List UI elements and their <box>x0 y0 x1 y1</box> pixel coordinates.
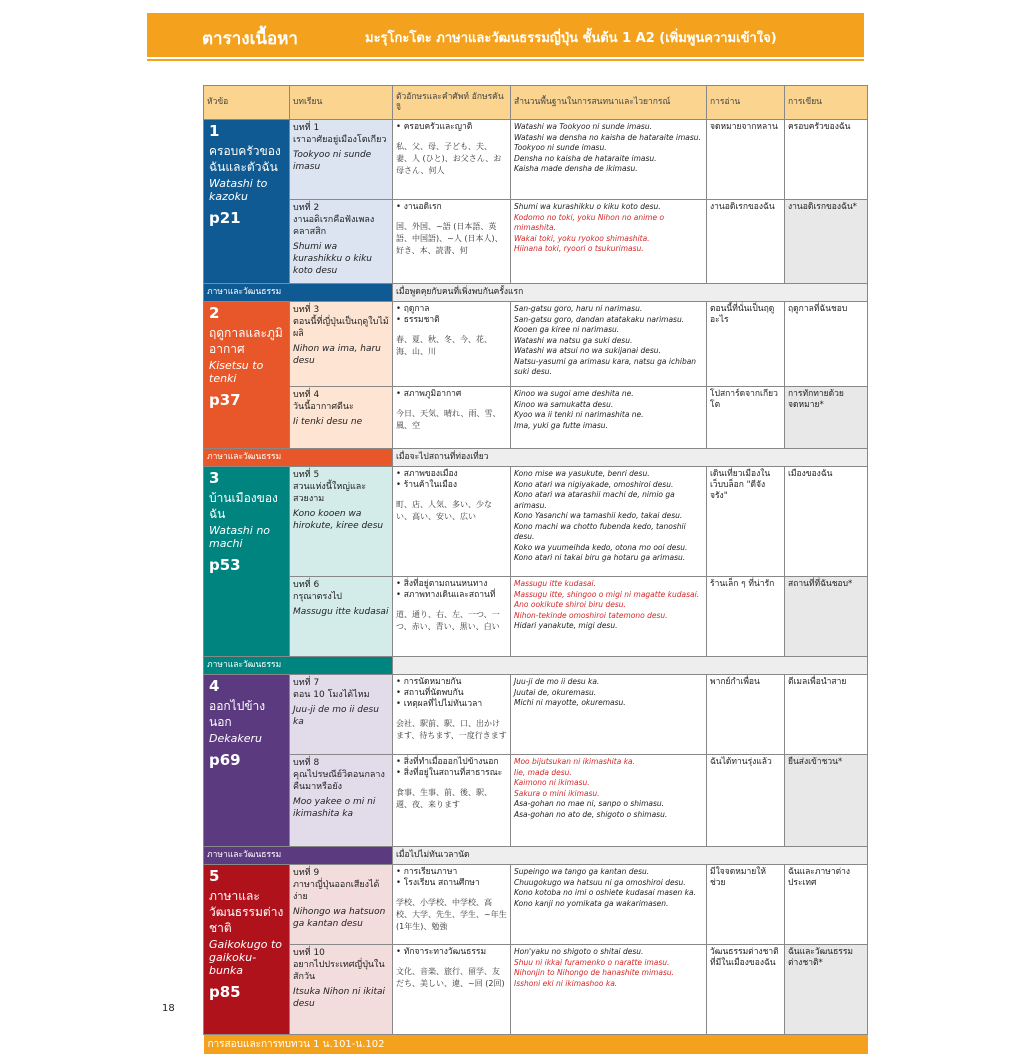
unit-title: ครอบครัวของฉันและตัวฉัน <box>209 143 284 175</box>
reading-cell: จดหมายจากหลาน <box>707 120 785 200</box>
lesson-title: สวนแห่งนี้ใหญ่และสวยงาม <box>293 481 389 505</box>
lesson-romaji: Massugu itte kudasai <box>293 606 389 618</box>
kanji-list: 春、夏、秋、冬、今、花、海、山、川 <box>396 334 507 358</box>
header-row <box>204 86 868 120</box>
lesson-number: บทที่ 7 <box>293 677 389 689</box>
unit-romaji: Gaikokugo to gaikoku-bunka <box>209 938 284 977</box>
expression-item: Moo bijutsukan ni ikimashita ka. <box>514 757 703 768</box>
expression-item: Kono kanji no yomikata ga wakarimasen. <box>514 899 703 910</box>
expression-cell <box>511 467 707 577</box>
expression-item: Ima, yuki ga futte imasu. <box>514 421 703 432</box>
lesson-romaji: Shumi wa kurashikku o kiku koto desu <box>293 241 389 277</box>
lesson-number: บทที่ 10 <box>293 947 389 959</box>
expression-item: Watashi wa natsu ga suki desu. <box>514 336 703 347</box>
expression-item: Densha no kaisha de hataraite imasu. <box>514 154 703 165</box>
expression-item: Hiinana toki, ryoori o tsukurimasu. <box>514 244 703 255</box>
vocab-cell <box>393 755 511 847</box>
unit-page: p21 <box>209 213 284 224</box>
kanji-list: 文化、音楽、旅行、留学、友だち、美しい、違、~回 (2回) <box>396 966 507 990</box>
unit-number: 1 <box>209 126 284 137</box>
reading-cell: เดินเที่ยวเมืองในเว็บบล็อก "ดีจังจรัง" <box>707 467 785 577</box>
expression-item: San-gatsu goro, dandan atatakaku narimasu. <box>514 315 703 326</box>
header-vocab: ตัวอักษรและคำศัพท์ อักษรคันจิ <box>393 86 511 120</box>
culture-label: ภาษาและวัฒนธรรม <box>204 847 393 865</box>
expression-item: Watashi wa densha no kaisha de hataraite imasu. <box>514 133 703 144</box>
vocab-cell <box>393 577 511 657</box>
culture-text: เมื่อไปไม่ทันเวลานัด <box>393 847 868 865</box>
lesson-cell <box>290 675 393 755</box>
lesson-number: บทที่ 1 <box>293 122 389 134</box>
kanji-list: 今日、天気、晴れ、雨、雪、風、空 <box>396 408 507 432</box>
expression-item: Nihonjin to Nihongo de hanashite mimasu. <box>514 968 703 979</box>
lesson-cell <box>290 120 393 200</box>
reading-cell: ร้านเล็ก ๆ ที่น่ารัก <box>707 577 785 657</box>
expression-item: Asa-gohan no ato de, shigoto o shimasu. <box>514 810 703 821</box>
vocab-item: • ฤดูกาล <box>396 304 507 315</box>
vocab-item: • สภาพภูมิอากาศ <box>396 389 507 400</box>
expression-item: Chuugokugo wa hatsuu ni ga omoshiroi desu. <box>514 878 703 889</box>
unit-title: ออกไปข้างนอก <box>209 698 284 730</box>
vocab-item: • สภาพทางเดินและสถานที่ <box>396 590 507 601</box>
expression-item: Kono atari wa atarashii machi de, nimio ga arimasu. <box>514 490 703 511</box>
writing-cell: ครอบครัวของฉัน <box>785 120 868 200</box>
writing-cell: ฉันและภาษาต่างประเทศ <box>785 865 868 945</box>
writing-cell: เมืองของฉัน <box>785 467 868 577</box>
vocab-cell <box>393 302 511 387</box>
vocab-item: • สถานที่นัดพบกัน <box>396 688 507 699</box>
lesson-number: บทที่ 5 <box>293 469 389 481</box>
unit-cell <box>204 865 290 1035</box>
lesson-cell <box>290 865 393 945</box>
unit-cell <box>204 675 290 847</box>
contents-table <box>203 85 868 1054</box>
culture-label: ภาษาและวัฒนธรรม <box>204 657 393 675</box>
reading-cell: งานอดิเรกของฉัน <box>707 200 785 284</box>
culture-row <box>204 657 868 675</box>
expression-item: Wakai toki, yoku ryokoo shimashita. <box>514 234 703 245</box>
vocab-cell <box>393 945 511 1035</box>
lesson-cell <box>290 467 393 577</box>
banner-title: ตารางเนื้อหา <box>202 25 298 52</box>
vocab-cell <box>393 467 511 577</box>
expression-cell <box>511 755 707 847</box>
writing-cell: ฤดูกาลที่ฉันชอบ <box>785 302 868 387</box>
expression-item: Shumi wa kurashikku o kiku koto desu. <box>514 202 703 213</box>
expression-item: Asa-gohan no mae ni, sanpo o shimasu. <box>514 799 703 810</box>
lesson-title: ตอน 10 โมงได้ไหม <box>293 689 389 701</box>
lesson-romaji: Ii tenki desu ne <box>293 416 389 428</box>
expression-item: Watashi wa Tookyoo ni sunde imasu. <box>514 122 703 133</box>
vocab-item: • ทักจาระทางวัฒนธรรม <box>396 947 507 958</box>
expression-cell <box>511 120 707 200</box>
kanji-list: 私、父、母、子ども、夫、妻、人 (ひと)、お父さん、お母さん、何人 <box>396 141 507 177</box>
expression-item: Kono machi wa chotto fubenda kedo, tanoshii desu. <box>514 522 703 543</box>
unit-title: ฤดูกาลและภูมิอากาศ <box>209 325 284 357</box>
unit-number: 3 <box>209 473 284 484</box>
lesson-title: คุณไปรษณีย์วิตอนกลางคืนมาหรือยัง <box>293 769 389 793</box>
lesson-romaji: Nihon wa ima, haru desu <box>293 343 389 367</box>
expression-item: Hon'yaku no shigoto o shitai desu. <box>514 947 703 958</box>
writing-cell: ตีเมลเพื่อนำสาย <box>785 675 868 755</box>
expression-item: Shuu ni ikkai furamenko o naratte imasu. <box>514 958 703 969</box>
writing-cell: การทักทายด้วยจดหมาย* <box>785 387 868 449</box>
header-lesson: บทเรียน <box>290 86 393 120</box>
reading-cell: ฉันได้ทานรุ่งแล้ว <box>707 755 785 847</box>
expression-cell <box>511 200 707 284</box>
kanji-list: 会社、駅前、駅、口、出かけます、待ちます、一度行きます <box>396 718 507 742</box>
expression-cell <box>511 945 707 1035</box>
expression-cell <box>511 387 707 449</box>
unit-title: บ้านเมืองของฉัน <box>209 490 284 522</box>
culture-label: ภาษาและวัฒนธรรม <box>204 284 393 302</box>
header-writing: การเขียน <box>785 86 868 120</box>
lesson-row <box>204 120 868 200</box>
vocab-item: • ธรรมชาติ <box>396 315 507 326</box>
culture-label: ภาษาและวัฒนธรรม <box>204 449 393 467</box>
kanji-list: 道、通り、右、左、一つ、一つ、赤い、青い、黒い、白い <box>396 609 507 633</box>
expression-item: Supeingo wa tango ga kantan desu. <box>514 867 703 878</box>
expression-item: Hidari yanakute, migi desu. <box>514 621 703 632</box>
expression-item: Isshoni eki ni ikimashoo ka. <box>514 979 703 990</box>
expression-item: Sakura o mini ikimasu. <box>514 789 703 800</box>
lesson-romaji: Kono kooen wa hirokute, kiree desu <box>293 508 389 532</box>
writing-cell: ฉันและวัฒนธรรมต่างชาติ* <box>785 945 868 1035</box>
lesson-title: ตอนนี้ที่ญี่ปุ่นเป็นฤดูใบไม้ผลิ <box>293 316 389 340</box>
kanji-list: 町、店、人気、多い、少ない、高い、安い、広い <box>396 499 507 523</box>
unit-number: 2 <box>209 308 284 319</box>
writing-cell: ยืนส่งเข้าชวน* <box>785 755 868 847</box>
vocab-item: • การเรียนภาษา <box>396 867 507 878</box>
lesson-title: งานอดิเรกคือฟังเพลงคลาสสิก <box>293 214 389 238</box>
expression-item: Kono mise wa yasukute, benri desu. <box>514 469 703 480</box>
expression-item: Kono kotoba no imi o oshiete kudasai masen ka. <box>514 888 703 899</box>
kanji-list: 国、外国、~語 (日本語、英語、中国語)、~人 (日本人)、好き、本、読書、何 <box>396 221 507 257</box>
unit-number: 4 <box>209 681 284 692</box>
lesson-title: เราอาศัยอยู่เมืองโตเกียว <box>293 134 389 146</box>
lesson-number: บทที่ 9 <box>293 867 389 879</box>
expression-item: Juu-ji de mo ii desu ka. <box>514 677 703 688</box>
lesson-row <box>204 865 868 945</box>
lesson-row <box>204 675 868 755</box>
review-text: การสอบและการทบทวน 1 น.101-น.102 <box>204 1035 868 1054</box>
lesson-number: บทที่ 3 <box>293 304 389 316</box>
page-number: 18 <box>162 1003 175 1014</box>
lesson-title: ภาษาญี่ปุ่นออกเสียงได้ง่าย <box>293 879 389 903</box>
header-reading: การอ่าน <box>707 86 785 120</box>
vocab-item: • เหตุผลที่ไปไม่ทันเวลา <box>396 699 507 710</box>
lesson-cell <box>290 945 393 1035</box>
expression-item: Kinoo wa samukatta desu. <box>514 400 703 411</box>
expression-item: Kinoo wa sugoi ame deshita ne. <box>514 389 703 400</box>
vocab-item: • สิ่งที่ทำเมื่อออกไปข้างนอก <box>396 757 507 768</box>
expression-item: San-gatsu goro, haru ni narimasu. <box>514 304 703 315</box>
lesson-romaji: Itsuka Nihon ni ikitai desu <box>293 986 389 1010</box>
expression-item: Massugu itte, shingoo o migi ni magatte kudasai. <box>514 590 703 601</box>
expression-item: Iie, mada desu. <box>514 768 703 779</box>
lesson-cell <box>290 755 393 847</box>
vocab-cell <box>393 387 511 449</box>
unit-romaji: Watashi to kazoku <box>209 177 284 203</box>
reading-cell: วัฒนธรรมต่างชาติที่มีในเมืองของฉัน <box>707 945 785 1035</box>
reading-cell: โปสการ์ดจากเกียวโต <box>707 387 785 449</box>
expression-cell <box>511 302 707 387</box>
vocab-item: • สภาพของเมือง <box>396 469 507 480</box>
expression-item: Kono atari ni takai biru ga hotaru ga arimasu. <box>514 553 703 564</box>
expression-item: Kaisha made densha de ikimasu. <box>514 164 703 175</box>
expression-item: Koko wa yuumeihda kedo, otona mo ooi desu. <box>514 543 703 554</box>
culture-row <box>204 449 868 467</box>
banner-subtitle: มะรุโกะโตะ ภาษาและวัฒนธรรมญี่ปุ่น ชั้นต้น 1 A2 (เพิ่มพูนความเข้าใจ) <box>365 27 777 48</box>
header-expression: สำนวนพื้นฐานในการสนทนาและไวยากรณ์ <box>511 86 707 120</box>
lesson-title: กรุณาตรงไป <box>293 591 389 603</box>
lesson-row <box>204 467 868 577</box>
unit-romaji: Watashi no machi <box>209 524 284 550</box>
vocab-item: • ร้านค้าในเมือง <box>396 480 507 491</box>
lesson-romaji: Moo yakee o mi ni ikimashita ka <box>293 796 389 820</box>
vocab-item: • สิ่งที่อยู่ในสถานที่สาธารณะ <box>396 768 507 779</box>
reading-cell: มีใจจดหมายให้ช่วย <box>707 865 785 945</box>
expression-item: Ano ookikute shiroi biru desu. <box>514 600 703 611</box>
lesson-romaji: Juu-ji de mo ii desu ka <box>293 704 389 728</box>
review-row <box>204 1035 868 1054</box>
unit-page: p85 <box>209 987 284 998</box>
unit-page: p53 <box>209 560 284 571</box>
vocab-item: • ครอบครัวและญาติ <box>396 122 507 133</box>
expression-item: Nihon-tekinde omoshiroi tatemono desu. <box>514 611 703 622</box>
expression-item: Massugu itte kudasai. <box>514 579 703 590</box>
vocab-item: • การนัดหมายกัน <box>396 677 507 688</box>
vocab-cell <box>393 200 511 284</box>
culture-row <box>204 284 868 302</box>
vocab-cell <box>393 675 511 755</box>
lesson-row <box>204 755 868 847</box>
expression-item: Natsu-yasumi ga arimasu kara, natsu ga ichiban suki desu. <box>514 357 703 378</box>
unit-number: 5 <box>209 871 284 882</box>
lesson-number: บทที่ 4 <box>293 389 389 401</box>
unit-page: p37 <box>209 395 284 406</box>
kanji-list: 食事、生事、前、後、駅、週、夜、来ります <box>396 787 507 811</box>
unit-cell <box>204 302 290 449</box>
vocab-item: • โรงเรียน สถานศึกษา <box>396 878 507 889</box>
expression-cell <box>511 865 707 945</box>
unit-page: p69 <box>209 755 284 766</box>
vocab-cell <box>393 120 511 200</box>
lesson-cell <box>290 200 393 284</box>
lesson-cell <box>290 387 393 449</box>
vocab-item: • สิ่งที่อยู่ตามถนนหนทาง <box>396 579 507 590</box>
culture-text: เมื่อพูดคุยกับคนที่เพิ่งพบกันครั้งแรก <box>393 284 868 302</box>
unit-cell <box>204 120 290 284</box>
expression-cell <box>511 577 707 657</box>
expression-item: Kono Yasanchi wa tamashii kedo, takai desu. <box>514 511 703 522</box>
title-banner <box>147 13 864 57</box>
lesson-row <box>204 200 868 284</box>
unit-romaji: Kisetsu to tenki <box>209 359 284 385</box>
expression-item: Juutai de, okuremasu. <box>514 688 703 699</box>
lesson-title: อยากไปประเทศญี่ปุ่นในสักวัน <box>293 959 389 983</box>
expression-cell <box>511 675 707 755</box>
lesson-number: บทที่ 2 <box>293 202 389 214</box>
expression-item: Kaimono ni ikimasu. <box>514 778 703 789</box>
lesson-row <box>204 577 868 657</box>
vocab-item: • งานอดิเรก <box>396 202 507 213</box>
reading-cell: พากย์กำเพื่อน <box>707 675 785 755</box>
expression-item: Tookyoo ni sunde imasu. <box>514 143 703 154</box>
lesson-number: บทที่ 6 <box>293 579 389 591</box>
unit-romaji: Dekakeru <box>209 732 284 745</box>
lesson-cell <box>290 577 393 657</box>
culture-text: เมื่อจะไปสถานที่ท่องเที่ยว <box>393 449 868 467</box>
unit-cell <box>204 467 290 657</box>
lesson-romaji: Nihongo wa hatsuon ga kantan desu <box>293 906 389 930</box>
kanji-list: 学校、小学校、中学校、高校、大学、先生、学生、~年生 (1年生)、勉強 <box>396 897 507 933</box>
culture-row <box>204 847 868 865</box>
expression-item: Kodomo no toki, yoku Nihon no anime o mimashita. <box>514 213 703 234</box>
lesson-romaji: Tookyoo ni sunde imasu <box>293 149 389 173</box>
expression-item: Kyoo wa ii tenki ni narimashita ne. <box>514 410 703 421</box>
expression-item: Michi ni mayotte, okuremasu. <box>514 698 703 709</box>
lesson-title: วันนี้อากาศดีนะ <box>293 401 389 413</box>
culture-text <box>393 657 868 675</box>
lesson-cell <box>290 302 393 387</box>
lesson-row <box>204 302 868 387</box>
reading-cell: ตอนนี้ที่นั่นเป็นฤดูอะไร <box>707 302 785 387</box>
writing-cell: งานอดิเรกของฉัน* <box>785 200 868 284</box>
writing-cell: สถานที่ที่ฉันชอบ* <box>785 577 868 657</box>
header-topic: หัวข้อ <box>204 86 290 120</box>
expression-item: Kooen ga kiree ni narimasu. <box>514 325 703 336</box>
lesson-number: บทที่ 8 <box>293 757 389 769</box>
lesson-row <box>204 945 868 1035</box>
lesson-row <box>204 387 868 449</box>
vocab-cell <box>393 865 511 945</box>
expression-item: Kono atari wa nigiyakade, omoshiroi desu. <box>514 480 703 491</box>
expression-item: Watashi wa atsui no wa sukijanai desu. <box>514 346 703 357</box>
unit-title: ภาษาและวัฒนธรรมต่างชาติ <box>209 888 284 936</box>
